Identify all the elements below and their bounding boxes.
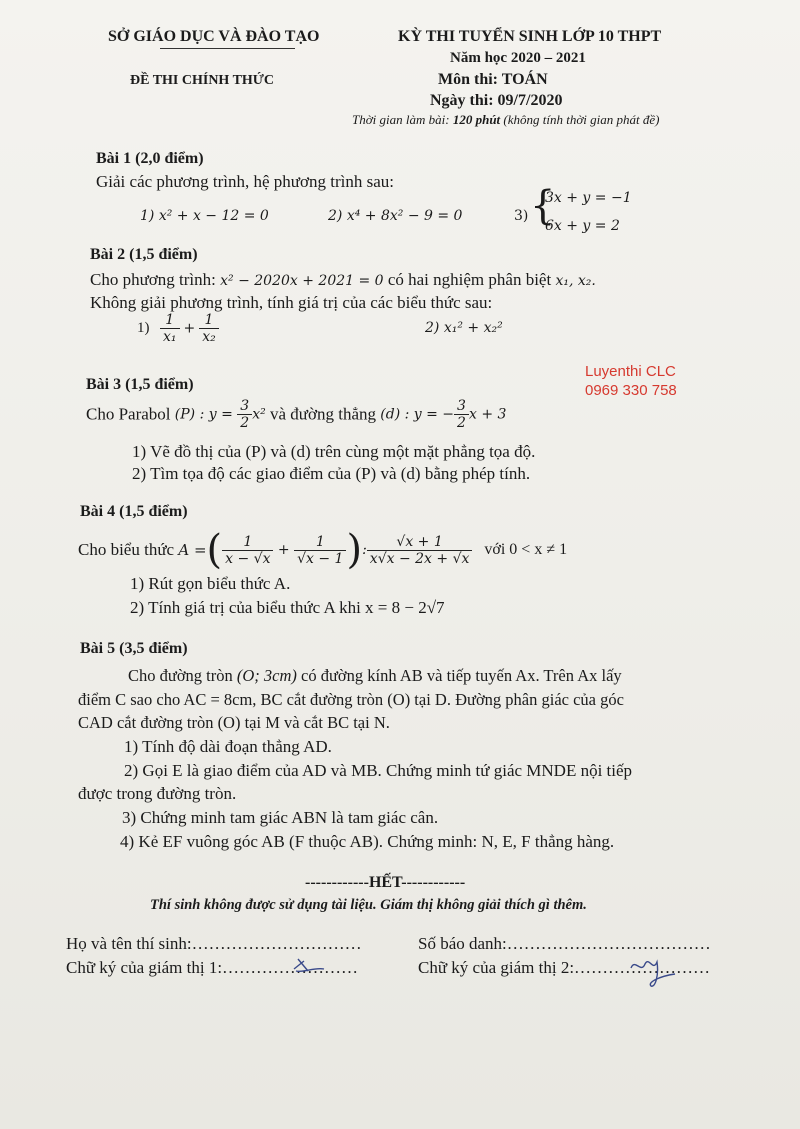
system-brace: { — [530, 183, 556, 229]
bai1-intro: Giải các phương trình, hệ phương trình sau: — [96, 172, 394, 191]
official-label: ĐỀ THI CHÍNH THỨC — [130, 73, 275, 88]
bai2-line2: Không giải phương trình, tính giá trị của các biểu thức sau: — [90, 293, 493, 312]
bai5-q1: 1) Tính độ dài đoạn thẳng AD. — [124, 737, 332, 756]
duration-value: 120 phút — [452, 112, 501, 127]
bai4-q1: 1) Rút gọn biểu thức A. — [130, 574, 291, 593]
bai4-intro: Cho biểu thức — [78, 540, 179, 559]
bai3-and-line: và đường thẳng — [265, 404, 381, 424]
watermark-phone: 0969 330 758 — [585, 382, 677, 399]
fraction-1-over-x1 — [160, 312, 180, 345]
frac-num: 3 — [237, 398, 252, 415]
bai5-q4: 4) Kẻ EF vuông góc AB (F thuộc AB). Chứng minh: N, E, F thẳng hàng. — [120, 832, 615, 851]
bai5-para2: điểm C sao cho AC = 8cm, BC cắt đường tròn (O) tại D. Đường phân giác của góc — [78, 690, 624, 709]
A-equals: A = — [178, 541, 207, 559]
subject-label: Môn thi: — [438, 71, 502, 88]
frac-den: x√x − 2x + √x — [369, 550, 470, 567]
bai5-para1 — [128, 666, 622, 686]
bai5-q2b: được trong đường tròn. — [78, 784, 237, 803]
fraction-c — [367, 534, 473, 567]
divide-colon: : — [362, 542, 367, 558]
bai2-q1-expr — [160, 312, 219, 345]
bai5-p1-b: có đường kính AB và tiếp tuyến Ax. Trên Ax lấy — [296, 666, 622, 685]
bai2-roots: x₁, x₂. — [555, 273, 596, 289]
signature-scribble-1 — [290, 955, 330, 977]
plus-sign: + — [183, 320, 196, 337]
parabola-eq: (P) : y = — [174, 406, 238, 423]
frac-den: 2 — [457, 415, 466, 431]
exam-duration — [352, 112, 659, 128]
frac-num: 1 — [222, 534, 273, 551]
signature-scribble-2 — [625, 952, 685, 992]
plus-sign: + — [273, 542, 295, 558]
bai4-expression — [78, 527, 568, 573]
fraction-3-over-2-b — [454, 398, 469, 431]
bai4-condition: với 0 < x ≠ 1 — [484, 541, 568, 558]
fraction-a — [222, 534, 273, 567]
bai2-line1-a: Cho phương trình: — [90, 270, 221, 289]
line-eq-rest: x + 3 — [468, 406, 507, 423]
frac-num: 1 — [199, 312, 219, 329]
subject-name: TOÁN — [501, 71, 548, 88]
bai1-q3-label: 3) — [514, 208, 529, 224]
exam-note: Thí sinh không được sử dụng tài liệu. Giám thị không giải thích gì thêm. — [150, 897, 587, 913]
bai1-q3-eq1: 3x + y = −1 — [545, 190, 632, 206]
department-name: SỞ GIÁO DỤC VÀ ĐÀO TẠO — [108, 28, 320, 45]
frac-num: √x + 1 — [367, 534, 473, 551]
bai2-q1-label: 1) — [137, 320, 150, 336]
duration-label: Thời gian làm bài: — [352, 112, 453, 127]
frac-den: 2 — [240, 415, 250, 431]
frac-num: 1 — [160, 312, 180, 329]
supervisor1-signature-field: Chữ ký của giám thị 1:…………………… — [66, 958, 359, 977]
line-eq: (d) : y = − — [380, 406, 455, 423]
bai3-title: Bài 3 (1,5 điểm) — [86, 376, 194, 393]
bai2-q2: 2) x₁² + x₂² — [425, 320, 503, 336]
right-paren: ) — [346, 527, 363, 573]
exam-date: Ngày thi: 09/7/2020 — [430, 92, 563, 109]
bai2-title: Bài 2 (1,5 điểm) — [90, 246, 198, 263]
bai3-q2: 2) Tìm tọa độ các giao điểm của (P) và (d) bằng phép tính. — [132, 464, 531, 483]
bai1-q3-eq2: 6x + y = 2 — [545, 218, 620, 234]
bai5-q2a: 2) Gọi E là giao điểm của AD và MB. Chứng minh tứ giác MNDE nội tiếp — [124, 761, 633, 780]
candidate-name-field: Họ và tên thí sinh:………………………… — [66, 934, 362, 953]
bai4-q2: 2) Tính giá trị của biểu thức A khi x = 8 − 2√7 — [130, 598, 445, 617]
header-underline — [160, 48, 295, 49]
frac-den: x₁ — [163, 329, 177, 345]
exam-title: KỲ THI TUYỂN SINH LỚP 10 THPT — [398, 28, 662, 45]
frac-num: 3 — [454, 398, 469, 415]
subject-line — [438, 71, 548, 89]
fraction-b — [294, 534, 346, 567]
bai1-q2: 2) x⁴ + 8x² − 9 = 0 — [328, 208, 463, 224]
end-marker: ------------HẾT------------ — [305, 874, 466, 891]
fraction-1-over-x2 — [199, 312, 219, 345]
bai3-q1: 1) Vẽ đồ thị của (P) và (d) trên cùng một mặt phẳng tọa độ. — [132, 442, 536, 461]
bai1-q1: 1) x² + x − 12 = 0 — [140, 208, 269, 224]
bai5-title: Bài 5 (3,5 điểm) — [80, 640, 188, 657]
frac-den: x₂ — [202, 329, 216, 345]
frac-den: √x − 1 — [297, 550, 344, 567]
bai5-circle: (O; 3cm) — [236, 666, 297, 685]
frac-num: 1 — [294, 534, 346, 551]
bai5-p1-a: Cho đường tròn — [128, 666, 237, 685]
bai2-equation: x² − 2020x + 2021 = 0 — [220, 273, 384, 289]
bai2-line1 — [90, 270, 596, 290]
bai2-line1-b: có hai nghiệm phân biệt — [383, 270, 556, 289]
bai1-title: Bài 1 (2,0 điểm) — [96, 150, 204, 167]
candidate-number-field: Số báo danh:……………………………… — [418, 934, 711, 953]
frac-den: x − √x — [225, 550, 271, 567]
duration-note: (không tính thời gian phát đề) — [500, 112, 660, 127]
school-year: Năm học 2020 – 2021 — [450, 50, 586, 66]
x-squared: x² — [252, 406, 266, 423]
bai5-q3: 3) Chứng minh tam giác ABN là tam giác cân. — [122, 808, 439, 827]
bai5-para3: CAD cắt đường tròn (O) tại M và cắt BC tại N. — [78, 713, 390, 732]
bai3-intro-a: Cho Parabol — [86, 404, 175, 424]
left-paren: ( — [206, 527, 223, 573]
supervisor2-signature-field: Chữ ký của giám thị 2:…………………… — [418, 958, 711, 977]
bai3-intro — [86, 398, 506, 431]
bai4-title: Bài 4 (1,5 điểm) — [80, 503, 188, 520]
fraction-3-over-2 — [237, 398, 252, 431]
watermark-name: Luyenthi CLC — [585, 363, 676, 380]
